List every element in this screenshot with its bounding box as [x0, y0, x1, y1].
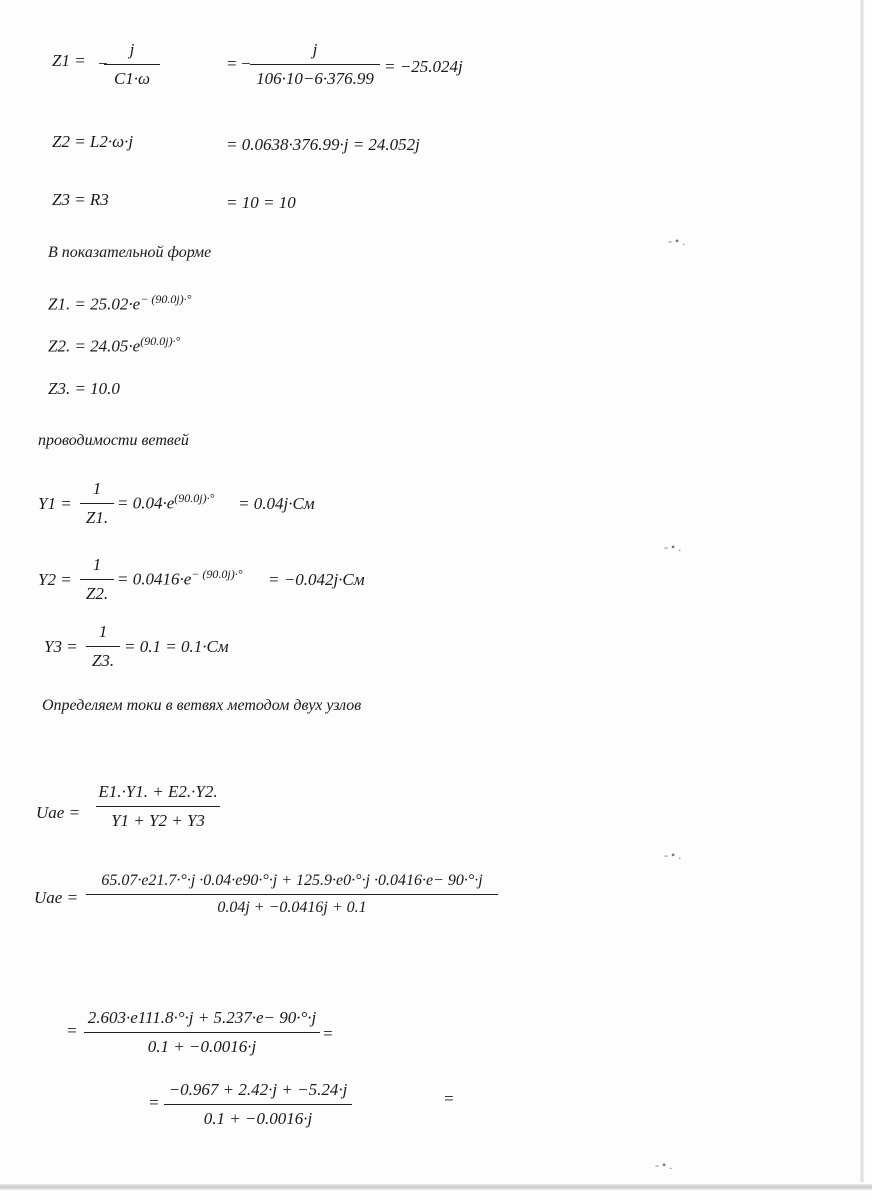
y1-fraction: $\frac{1}{Z1.}$ — [80, 479, 114, 528]
y2-fraction: $\frac{1}{Z2.}$ — [80, 555, 114, 604]
z1-eq: = — [226, 54, 238, 73]
scan-speck: - • . — [655, 1158, 673, 1172]
y3-result: = 0.1 = 0.1·См — [124, 637, 229, 656]
y1-result: = 0.04j·См — [238, 494, 315, 513]
page-edge-bottom — [0, 1184, 872, 1190]
scan-speck: - • . — [664, 848, 682, 862]
step1-eq: = — [66, 1021, 78, 1040]
z1-den: C1·ω — [104, 64, 160, 89]
z1-minus2: − — [240, 54, 252, 73]
exp-z1: Z1. = $25.02\cdot e^{- (90.0j)\cdot^\circ}$ — [48, 292, 192, 314]
z1-fraction — [104, 40, 160, 89]
uae1-fraction: $\frac{E1.\cdot Y1. + E2.\cdot Y2.}{Y1 + Y2 + Y3}$ — [96, 782, 220, 831]
heading-admittances: проводимости ветвей — [38, 432, 189, 449]
step2-tail: = — [443, 1089, 455, 1108]
z3-result: = 10 = 10 — [226, 193, 296, 212]
y2-result: = −0.042j·См — [268, 570, 365, 589]
step2-eq: = — [148, 1093, 160, 1112]
z1-result: = −25.024j — [384, 57, 463, 76]
uae2-fraction: 65.07·e21.7·°·j ·0.04·e90·°·j + 125.9·e0·°·j ·0.0416·e− 90·°·j 0.04j + −0.0416j + 0.1 — [86, 872, 498, 917]
y3-lhs: Y3 = — [44, 637, 78, 656]
z1-num2: j — [312, 40, 318, 59]
scan-speck: - • . — [664, 540, 682, 554]
y3-fraction: $\frac{1}{Z3.}$ — [86, 622, 120, 671]
exp-z2: Z2. = $24.05\cdot e^{(90.0j)\cdot^\circ}$ — [48, 334, 181, 356]
exp-z3: Z3. = 10.0 — [48, 379, 120, 398]
z1-num: j — [129, 40, 135, 59]
step1-tail: = — [322, 1024, 334, 1043]
z2-result: = 0.0638·376.99·j = 24.052j — [226, 135, 420, 154]
y1-mid: = $0.04\cdot e^{(90.0j)\cdot^\circ}$ — [117, 491, 215, 513]
uae2-lhs: Uae = — [34, 888, 79, 907]
scan-speck: - • . — [668, 234, 686, 248]
z1-minus: − — [97, 54, 109, 73]
z1-lhs: Z1 = — [52, 51, 86, 70]
uae1-lhs: Uae = — [36, 803, 81, 822]
z3-lhs: Z3 = R3 — [52, 190, 109, 209]
y2-mid: = $0.0416\cdot e^{- (90.0j)\cdot^\circ}$ — [117, 567, 243, 589]
y2-lhs: Y2 = — [38, 570, 72, 589]
heading-method: Определяем токи в ветвях методом двух узлов — [42, 697, 362, 714]
z1-fraction2 — [250, 40, 380, 89]
y1-lhs: Y1 = — [38, 494, 72, 513]
step1-fraction: $\frac{2.603\cdot e111.8\cdot^\circ\cdot j + 5.237\cdot e- 90\cdot^\circ\cdot j}{0.1 + -0.0016\cdot j}$ — [84, 1008, 320, 1057]
z2-lhs: Z2 = L2·ω·j — [52, 132, 134, 151]
step2-fraction: $\frac{-0.967 + 2.42\cdot j + -5.24\cdot j}{0.1 + -0.0016\cdot j}$ — [164, 1080, 352, 1129]
z1-den2: 106·10−6·376.99 — [250, 64, 380, 89]
heading-exponential-form: В показательной форме — [48, 244, 212, 261]
page-edge-right — [860, 0, 864, 1182]
